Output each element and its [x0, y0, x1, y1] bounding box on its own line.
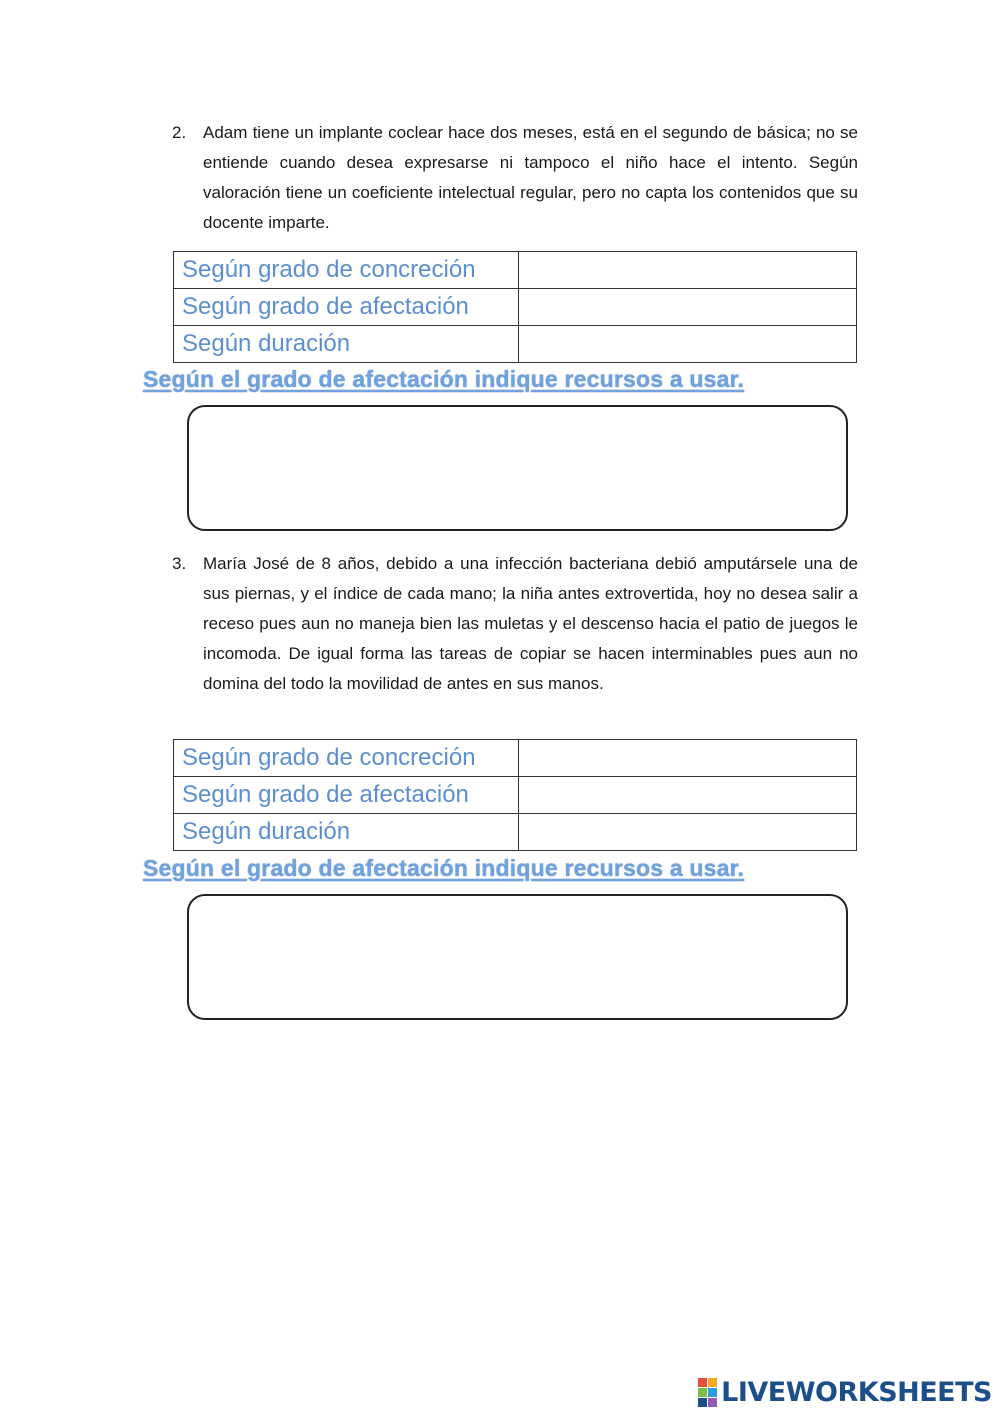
- table-row: [174, 740, 857, 777]
- resources-prompt-2: Según el grado de afectación indique recursos a usar.: [143, 366, 745, 392]
- answer-cell-afectacion[interactable]: [519, 289, 857, 326]
- answer-cell-duracion[interactable]: [519, 326, 857, 363]
- question-3: [172, 549, 858, 699]
- answer-cell-duracion[interactable]: [519, 814, 857, 851]
- answer-cell-afectacion[interactable]: [519, 777, 857, 814]
- answer-cell-concrecion[interactable]: [519, 252, 857, 289]
- row-label-duracion: Según duración: [174, 326, 519, 363]
- question-text: María José de 8 años, debido a una infección bacteriana debió amputársele una de sus piernas, y el índice de cada mano; la niña antes extrovertida, hoy no desea salir a receso pues aun no maneja bien las muletas y el descenso hacia el patio de juegos le incomoda. De igual forma las tareas de copiar se hacen interminables pues aun no domina del todo la movilidad de antes en sus manos.: [203, 554, 858, 693]
- question-number: 2.: [172, 123, 187, 142]
- answer-cell-concrecion[interactable]: [519, 740, 857, 777]
- resources-answer-box-2[interactable]: [187, 405, 848, 531]
- classification-table-3: [173, 739, 857, 851]
- brand-name: LIVEWORKSHEETS: [721, 1376, 992, 1408]
- classification-table-2: [173, 251, 857, 363]
- table-row: [174, 777, 857, 814]
- row-label-concrecion: Según grado de concreción: [174, 252, 519, 289]
- question-2: [172, 118, 858, 238]
- question-number: 3.: [172, 554, 187, 573]
- liveworksheets-brand: [698, 1377, 992, 1407]
- resources-prompt-3: Según el grado de afectación indique recursos a usar.: [143, 855, 745, 881]
- resources-answer-box-3[interactable]: [187, 894, 848, 1020]
- table-row: [174, 326, 857, 363]
- table-row: [174, 289, 857, 326]
- question-text: Adam tiene un implante coclear hace dos meses, está en el segundo de básica; no se entiende cuando desea expresarse ni tampoco el niño hace el intento. Según valoración tiene un coeficiente intelectual regular, pero no capta los contenidos que su docente imparte.: [203, 123, 858, 232]
- row-label-duracion: Según duración: [174, 814, 519, 851]
- liveworksheets-logo-icon: [698, 1378, 717, 1407]
- row-label-afectacion: Según grado de afectación: [174, 289, 519, 326]
- row-label-afectacion: Según grado de afectación: [174, 777, 519, 814]
- table-row: [174, 252, 857, 289]
- table-row: [174, 814, 857, 851]
- row-label-concrecion: Según grado de concreción: [174, 740, 519, 777]
